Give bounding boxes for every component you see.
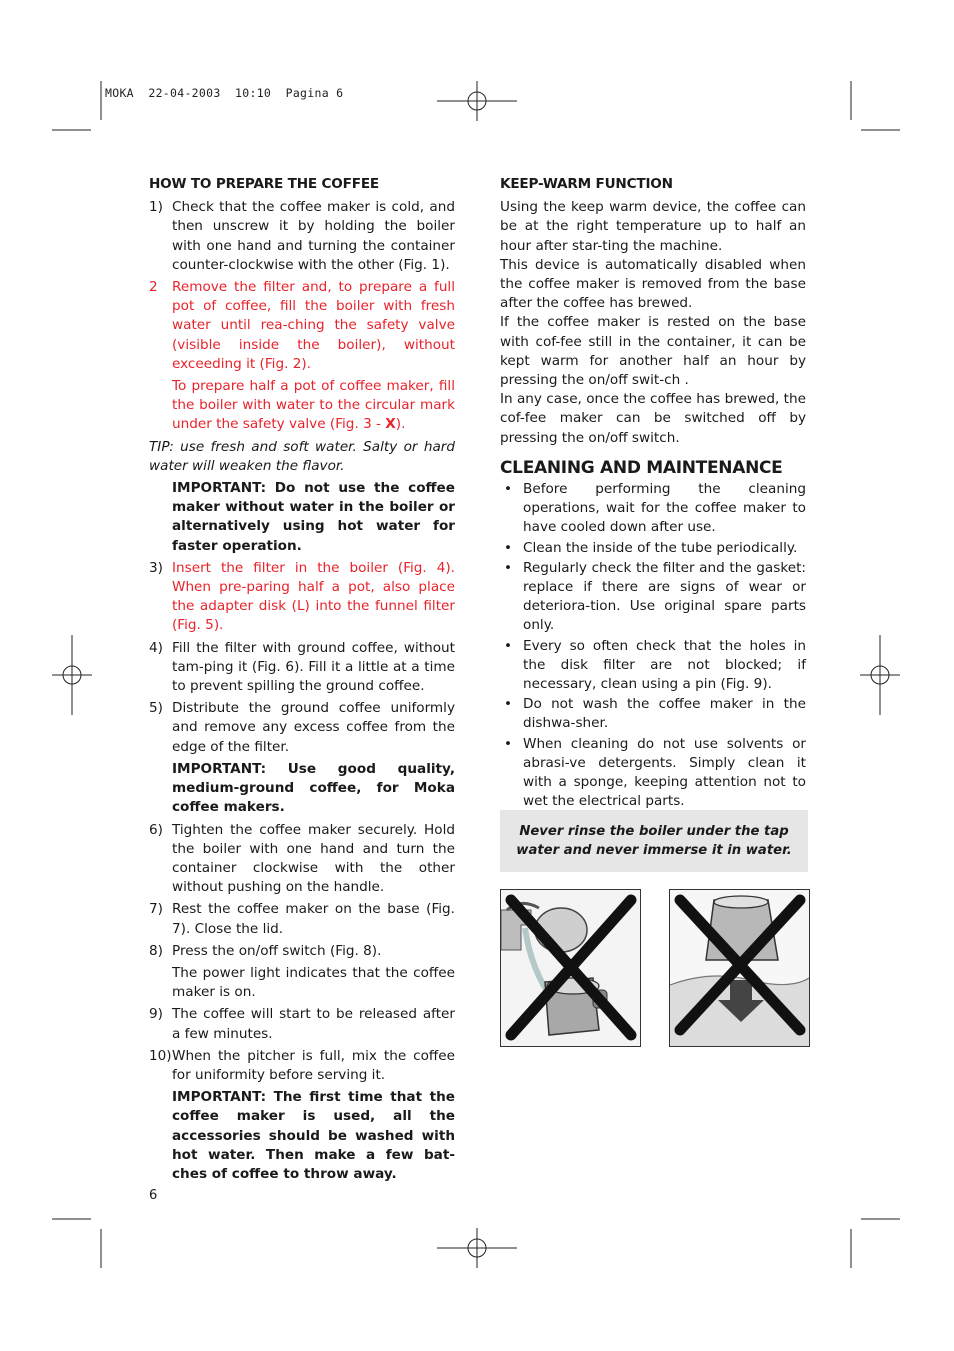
step-8 (149, 942, 455, 961)
section-heading-keepwarm: KEEP-WARM FUNCTION (500, 176, 673, 192)
step-6 (149, 821, 455, 898)
step-4 (149, 639, 455, 697)
page-number: 6 (149, 1188, 158, 1203)
step-number: 10) (149, 1047, 172, 1064)
step-3 (149, 559, 455, 636)
list-item (500, 637, 806, 695)
keepwarm-paragraph-1: Using the keep warm device, the coffee can be at the right temperature up to half an hour after star-ting the machine. (500, 199, 806, 254)
step-text: Insert the filter in the boiler (Fig. 4). When pre-paring half a pot, also place the adapter disk (L) into the funnel filter (Fig. 5). (172, 559, 455, 634)
step-text: The coffee will start to be released after a few minutes. (172, 1006, 455, 1042)
tip-note: TIP: use fresh and soft water. Salty or hard water will weaken the flavor. (149, 438, 455, 474)
step-number: 4) (149, 639, 163, 656)
step-text: When the pitcher is full, mix the coffee for uniformity before serving it. (172, 1047, 455, 1083)
list-item-text: When cleaning do not use solvents or abrasi-ve detergents. Simply clean it with a sponge, keeping attention not to wet the electrical parts. (523, 735, 806, 810)
list-item (500, 539, 806, 558)
list-item-text: Every so often check that the holes in the disk filter are not blocked; if necessary, clean using a pin (Fig. 9). (523, 637, 806, 693)
step-text: Fill the filter with ground coffee, without tam-ping it (Fig. 6). Fill it a little at a time to prevent spilling the ground coffee. (172, 639, 455, 695)
list-item (500, 695, 806, 733)
figure-no-immerse (669, 889, 810, 1047)
important-note-1: IMPORTANT: Do not use the coffee maker without water in the boiler or alternatively using hot water for faster operation. (172, 480, 455, 554)
important-note-3: IMPORTANT: The first time that the coffee maker is used, all the accessories should be washed with hot water. Then make a few bat-ches of coffee to throw away. (172, 1089, 455, 1182)
bullet-icon: • (504, 559, 513, 576)
bullet-icon: • (504, 481, 513, 498)
bullet-icon: • (504, 539, 513, 556)
list-item-text: Clean the inside of the tube periodically. (523, 539, 798, 556)
list-item-text: Before performing the cleaning operations, wait for the coffee maker to have cooled down after use. (523, 481, 806, 536)
keepwarm-paragraph-4: In any case, once the coffee has brewed, the cof-fee maker can be switched off by pressing the on/off switch. (500, 391, 806, 446)
step-8-extra: The power light indicates that the coffee maker is on. (172, 964, 455, 1001)
no-tap-rinse-icon (501, 890, 640, 1046)
bullet-icon: • (504, 735, 513, 752)
step-10 (149, 1047, 455, 1085)
right-column (500, 175, 806, 813)
step-number: 5) (149, 700, 163, 717)
step-text: Press the on/off switch (Fig. 8). (172, 942, 382, 959)
list-item (500, 480, 806, 538)
step-9 (149, 1005, 455, 1043)
list-item (500, 735, 806, 812)
step-2-extra-end: ). (395, 416, 406, 433)
important-note-2: IMPORTANT: Use good quality, medium-ground coffee, for Moka coffee makers. (172, 760, 455, 816)
section-heading-cleaning: CLEANING AND MAINTENANCE (500, 457, 783, 478)
step-text: Remove the filter and, to prepare a full pot of coffee, fill the boiler with fresh water until rea-ching the safety valve (visible inside the boiler), without exceeding it (Fig. 2). (172, 279, 455, 372)
step-2-extra-text: To prepare half a pot of coffee maker, fill the boiler with water to the circular mark under the safety valve (Fig. 3 - (172, 378, 455, 433)
step-text: Distribute the ground coffee uniformly and remove any excess coffee from the edge of the filter. (172, 700, 455, 755)
step-7 (149, 900, 455, 938)
left-column (149, 175, 455, 1187)
step-text: Tighten the coffee maker securely. Hold the boiler with one hand and turn the container clockwise with the other without pushing on the handle. (172, 821, 455, 896)
step-number: 6) (149, 821, 163, 838)
keepwarm-paragraph-3: If the coffee maker is rested on the base with cof-fee still in the container, it can be kept warm for another half an hour by pressing the on/off swit-ch . (500, 314, 806, 389)
step-text: Rest the coffee maker on the base (Fig. 7). Close the lid. (172, 901, 455, 937)
step-1 (149, 198, 455, 275)
list-item-text: Do not wash the coffee maker in the dishwa-sher. (523, 696, 806, 732)
section-heading-prepare: HOW TO PREPARE THE COFFEE (149, 176, 380, 192)
step-number: 2 (149, 279, 158, 296)
step-number: 8) (149, 942, 163, 959)
step-text: Check that the coffee maker is cold, and then unscrew it by holding the boiler with one hand and turning the container counter-clockwise with the other (Fig. 1). (172, 199, 455, 273)
step-number: 7) (149, 901, 163, 918)
warning-box (500, 810, 808, 872)
step-2-extra-x: X (385, 416, 396, 433)
step-number: 3) (149, 559, 163, 576)
bullet-icon: • (504, 637, 513, 654)
list-item (500, 559, 806, 636)
no-immerse-icon (670, 890, 809, 1046)
step-5 (149, 699, 455, 757)
warning-text: Never rinse the boiler under the tap water and never immerse it in water. (516, 824, 792, 858)
step-2 (149, 278, 455, 374)
print-slug: MOKA 22-04-2003 10:10 Pagina 6 (105, 86, 344, 100)
bullet-icon: • (504, 696, 513, 713)
list-item-text: Regularly check the filter and the gasket: replace if there are signs of wear or deteriora-tion. Use original spare parts only. (523, 559, 806, 634)
figure-no-tap-rinse (500, 889, 641, 1047)
step-2-extra (172, 377, 455, 435)
step-number: 9) (149, 1006, 163, 1023)
step-number: 1) (149, 199, 163, 216)
keepwarm-paragraph-2: This device is automatically disabled when the coffee maker is removed from the base after the coffee has brewed. (500, 256, 806, 312)
